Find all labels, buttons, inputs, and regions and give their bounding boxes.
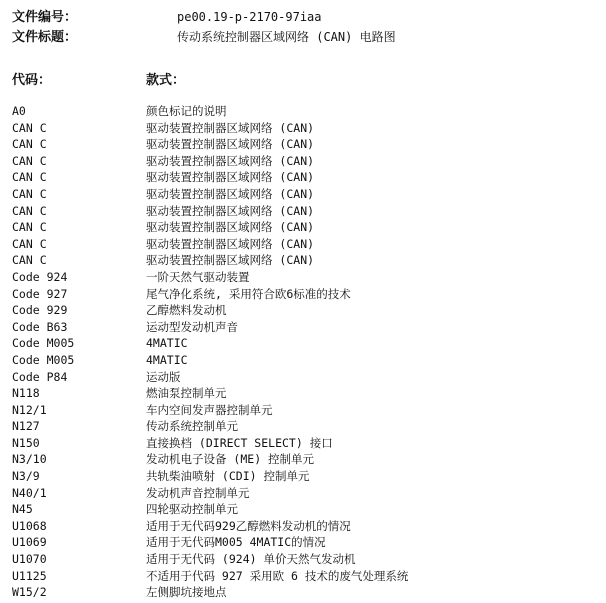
table-row [12, 501, 602, 518]
row-description: 驱动装置控制器区域网络 (CAN) [146, 120, 315, 135]
row-code: U1125 [12, 568, 47, 583]
table-row [12, 136, 602, 153]
row-description: 适用于无代码 (924) 单价天然气发动机 [146, 552, 356, 567]
row-code: Code 929 [12, 303, 68, 318]
row-description: 驱动装置控制器区域网络 (CAN) [146, 236, 315, 251]
table-row [12, 286, 602, 303]
row-code: N150 [12, 435, 40, 450]
table-row [12, 186, 602, 203]
table-row [12, 219, 602, 236]
row-description: 驱动装置控制器区域网络 (CAN) [146, 186, 315, 201]
row-description: 适用于无代码929乙醇燃料发动机的情况 [146, 518, 351, 533]
row-code: CAN C [12, 186, 47, 201]
row-description: 发动机电子设备 (ME) 控制单元 [146, 452, 315, 467]
row-description: 四轮驱动控制单元 [146, 502, 238, 517]
table-row [12, 518, 602, 535]
table-row [12, 120, 602, 137]
row-code: N118 [12, 386, 40, 401]
doc-number-value: pe00.19-p-2170-97iaa [177, 10, 322, 24]
description-column-header: 款式： [146, 73, 186, 88]
row-code: Code 924 [12, 269, 68, 284]
row-description: 颜色标记的说明 [146, 104, 227, 118]
row-code: U1069 [12, 535, 47, 550]
row-description: 共轨柴油喷射 (CDI) 控制单元 [146, 469, 310, 484]
row-code: U1070 [12, 552, 47, 567]
row-description: 运动型发动机声音 [146, 319, 238, 334]
row-code: Code B63 [12, 319, 68, 334]
table-row [12, 103, 602, 120]
table-row [12, 319, 602, 336]
row-description: 直接换档 (DIRECT SELECT) 接口 [146, 435, 333, 450]
table-row [12, 418, 602, 435]
code-table [12, 103, 602, 601]
row-description: 驱动装置控制器区域网络 (CAN) [146, 203, 315, 218]
row-description: 燃油泵控制单元 [146, 386, 227, 401]
row-description: 尾气净化系统, 采用符合欧6标准的技术 [146, 286, 351, 301]
table-row [12, 369, 602, 386]
table-row [12, 451, 602, 468]
row-code: W15/2 [12, 585, 47, 600]
doc-title-label: 文件标题： [12, 30, 78, 45]
row-code: N127 [12, 419, 40, 434]
row-code: CAN C [12, 120, 47, 135]
row-code: CAN C [12, 170, 47, 185]
table-row [12, 402, 602, 419]
row-code: Code P84 [12, 369, 68, 384]
table-row [12, 335, 602, 352]
row-code: A0 [12, 104, 26, 118]
row-description: 车内空间发声器控制单元 [146, 402, 273, 417]
table-row [12, 435, 602, 452]
row-code: Code 927 [12, 286, 68, 301]
row-description: 驱动装置控制器区域网络 (CAN) [146, 220, 315, 235]
row-description: 4MATIC [146, 336, 188, 351]
table-row [12, 485, 602, 502]
row-description: 不适用于代码 927 采用欧 6 技术的废气处理系统 [146, 568, 409, 583]
row-code: U1068 [12, 518, 47, 533]
row-code: CAN C [12, 153, 47, 168]
table-row [12, 302, 602, 319]
row-code: Code M005 [12, 352, 75, 367]
row-code: CAN C [12, 220, 47, 235]
row-code: N40/1 [12, 485, 47, 500]
table-row [12, 385, 602, 402]
table-row [12, 468, 602, 485]
row-code: CAN C [12, 137, 47, 152]
row-description: 适用于无代码M005 4MATIC的情况 [146, 535, 326, 550]
table-row [12, 153, 602, 170]
table-row [12, 352, 602, 369]
row-code: CAN C [12, 203, 47, 218]
table-row [12, 269, 602, 286]
table-row [12, 551, 602, 568]
table-row [12, 236, 602, 253]
row-description: 驱动装置控制器区域网络 (CAN) [146, 153, 315, 168]
table-row [12, 534, 602, 551]
row-code: Code M005 [12, 336, 75, 351]
row-description: 发动机声音控制单元 [146, 485, 250, 500]
row-code: CAN C [12, 236, 47, 251]
row-code: N3/10 [12, 452, 47, 467]
doc-number-label: 文件编号： [12, 10, 78, 25]
table-row [12, 169, 602, 186]
doc-title-value: 传动系统控制器区域网络 (CAN) 电路图 [177, 30, 396, 44]
row-code: N45 [12, 502, 33, 517]
row-description: 4MATIC [146, 352, 188, 367]
row-description: 驱动装置控制器区域网络 (CAN) [146, 170, 315, 185]
row-description: 驱动装置控制器区域网络 (CAN) [146, 253, 315, 268]
row-description: 左侧脚坑接地点 [146, 585, 227, 600]
table-row [12, 203, 602, 220]
row-description: 运动版 [146, 369, 181, 384]
row-description: 一阶天然气驱动装置 [146, 269, 250, 284]
row-code: N3/9 [12, 469, 40, 484]
table-row [12, 252, 602, 269]
row-description: 驱动装置控制器区域网络 (CAN) [146, 137, 315, 152]
table-row [12, 568, 602, 585]
row-description: 传动系统控制单元 [146, 419, 238, 434]
row-description: 乙醇燃料发动机 [146, 303, 227, 318]
code-column-header: 代码： [12, 73, 52, 88]
table-row [12, 584, 602, 601]
row-code: CAN C [12, 253, 47, 268]
row-code: N12/1 [12, 402, 47, 417]
